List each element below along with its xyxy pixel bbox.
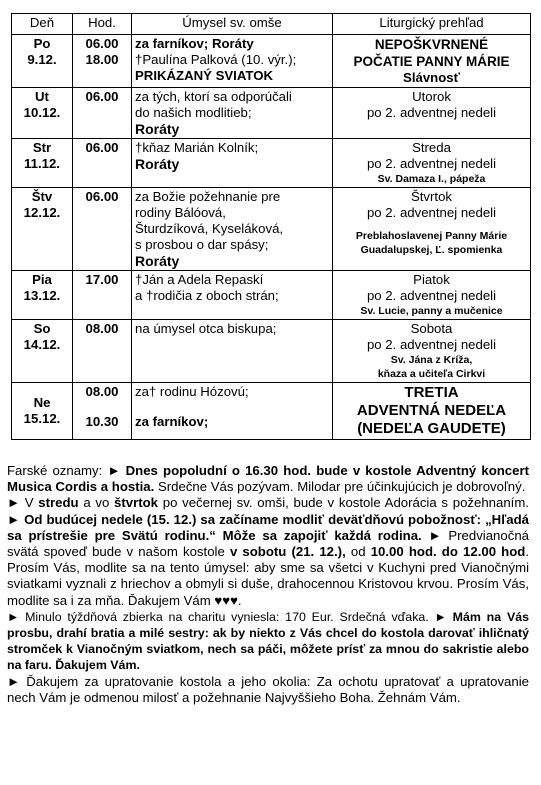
arrow-icon: ►	[107, 463, 121, 478]
liturgy-cell	[333, 271, 531, 320]
arrow-icon: ►	[7, 609, 20, 624]
announcement-bold: štvrtok	[114, 495, 159, 511]
announcement-lead: Farské oznamy:	[7, 463, 108, 478]
mass-hour: 06.00	[85, 189, 119, 204]
liturgy-line: Sv. Jána z Kríža,	[390, 354, 473, 366]
intention-line: a †rodičia z oboch strán;	[135, 288, 279, 303]
hour-cell	[73, 139, 132, 188]
announcement-text: po večernej sv. omši, bude v kostole Adorácia s požehnaním.	[158, 495, 529, 511]
intention-line: rodiny Bálóová,	[135, 205, 226, 220]
liturgy-line: po 2. adventnej nedeli	[366, 337, 497, 352]
day-date: 11.12.	[24, 156, 60, 171]
mass-schedule-table	[11, 13, 531, 440]
table-row	[12, 188, 531, 271]
announcement-text: Srdečne Vás pozývam. Milodar pre účinkujúcich je dobrovoľný.	[154, 479, 526, 495]
announcement-bold: stredu	[38, 495, 79, 511]
liturgy-line: NEPOŠKVRNENÉ	[374, 37, 489, 52]
day-cell	[12, 88, 73, 139]
mass-hour: 06.00	[85, 36, 119, 51]
day-name: So	[33, 321, 51, 336]
liturgy-line: Slávnosť	[403, 70, 460, 85]
intention-line: na úmysel otca biskupa;	[135, 321, 277, 336]
table-row	[12, 271, 531, 320]
intention-cell	[132, 35, 333, 88]
announcement-text: Minulo týždňová zbierka na charitu vyniesla: 170 Eur. Srdečná vďaka.	[19, 609, 435, 624]
liturgy-line: po 2. adventnej nedeli	[366, 156, 497, 171]
announcement-text: Predvianočná svätá spoveď bude v našom kostole	[7, 527, 529, 560]
announcement-paragraph	[7, 463, 529, 495]
day-cell	[12, 188, 73, 271]
hour-cell	[73, 88, 132, 139]
announcement-paragraph	[7, 495, 529, 608]
announcement-text: . Prosím Vás, modlite sa na tento úmysel: aby sme sa všetci v Kuchyni pred Vianočnými sviatkami vyznali z hriechov a obmyli si duše, drahocennou Kristovou krvou. Prosím Vás, modlite sa i za mňa. Ďakujem Vám ♥♥♥.	[7, 544, 530, 608]
intention-line: †Ján a Adela Repaskí	[135, 272, 264, 287]
arrow-icon: ►	[7, 511, 21, 527]
intention-line: za farníkov; Roráty	[135, 36, 254, 51]
announcement-bold: v sobotu (21. 12.),	[229, 544, 346, 560]
intention-line: s prosbou o dar spásy;	[135, 237, 269, 252]
day-cell	[12, 320, 73, 383]
liturgy-line: Piatok	[413, 272, 450, 287]
intention-line: za tých, ktorí sa odporúčali	[135, 89, 292, 104]
table-row	[12, 383, 531, 440]
liturgy-cell	[333, 188, 531, 271]
day-date: 9.12.	[27, 52, 57, 67]
day-name: Po	[33, 36, 51, 51]
day-cell	[12, 271, 73, 320]
arrow-icon: ►	[428, 527, 442, 543]
liturgy-line: Sobota	[410, 321, 453, 336]
announcement-bold: Od budúcej nedele (15. 12.) sa začíname modliť deväťdňovú pobožnosť: „Hľadá sa prístrešie pre Svätú rodinu.“ Môže sa zapojiť každá rodina.	[7, 511, 529, 543]
arrow-icon: ►	[434, 609, 447, 624]
announcement-text: Ďakujem za upratovanie kostola a jeho okolia: Za ochotu upratovať a upratovanie nech Vám je odmenou milosť a požehnanie Najvyššieho Boha. Žehnám Vám.	[7, 673, 529, 705]
announcement-text: od	[345, 544, 371, 560]
liturgy-line: Sv. Damaza I., pápeža	[377, 173, 486, 185]
day-date: 12.12.	[23, 205, 61, 220]
hour-cell	[73, 383, 132, 440]
liturgy-line: Utorok	[412, 89, 451, 104]
intention-cell	[132, 271, 333, 320]
day-date: 13.12.	[23, 288, 61, 303]
day-name: Ut	[35, 89, 49, 104]
announcement-bold: Dnes popoludní o 16.30 hod. bude v kostole Adventný koncert Musica Cordis a hostia.	[7, 463, 529, 495]
intention-line: †kňaz Marián Kolník;	[135, 140, 259, 155]
intention-cell	[132, 88, 333, 139]
table-header-row	[12, 14, 531, 35]
liturgy-line: Streda	[412, 140, 451, 155]
day-cell	[12, 383, 73, 440]
intention-line: Šturdzíková, Kyseláková,	[135, 221, 284, 236]
liturgy-line: (NEDEĽA GAUDETE)	[357, 420, 506, 437]
liturgy-line: Sv. Lucie, panny a mučenice	[360, 305, 503, 317]
intention-line: PRIKÁZANÝ SVIATOK	[135, 68, 273, 83]
day-date: 15.12.	[23, 411, 61, 426]
arrow-icon: ►	[7, 673, 21, 689]
header-liturgy: Liturgický prehľad	[333, 14, 531, 35]
intention-line: za farníkov;	[135, 414, 209, 429]
mass-hour: 06.00	[85, 140, 119, 155]
intention-line: Roráty	[135, 156, 180, 172]
liturgy-cell	[333, 88, 531, 139]
mass-hour: 17.00	[85, 272, 119, 287]
header-day: Deň	[12, 14, 73, 35]
liturgy-line: Štvrtok	[410, 189, 453, 204]
mass-hour: 18.00	[85, 52, 119, 67]
liturgy-line: POČATIE PANNY MÁRIE	[353, 54, 510, 69]
hour-cell	[73, 188, 132, 271]
day-cell	[12, 35, 73, 88]
intention-line: †Paulína Palková (10. výr.);	[135, 52, 297, 67]
announcement-bold: Mám na Vás prosbu, drahí bratia a milé sestry: ak by niekto z Vás chcel do kostola darovať ihličnatý stromček k Vianočným sviatkom, nech sa páči, môžete prísť za mnou do sakristie alebo na faru. Ďakujem Vám.	[7, 609, 529, 673]
announcement-paragraph	[7, 609, 529, 674]
announcement-paragraph	[7, 674, 529, 706]
liturgy-cell	[333, 383, 531, 440]
announcement-bold: 10.00 hod. do 12.00 hod	[370, 544, 526, 560]
intention-cell	[132, 188, 333, 271]
liturgy-line: kňaza a učiteľa Cirkvi	[377, 368, 486, 380]
intention-line: Roráty	[135, 121, 180, 137]
arrow-icon: ►	[7, 495, 21, 511]
mass-hour: 06.00	[85, 89, 119, 104]
liturgy-cell	[333, 139, 531, 188]
liturgy-cell	[333, 35, 531, 88]
intention-cell	[132, 139, 333, 188]
header-hour: Hod.	[73, 14, 132, 35]
mass-hour: 08.00	[85, 321, 119, 336]
table-row	[12, 320, 531, 383]
intention-line: za Božie požehnanie pre	[135, 189, 281, 204]
header-intention: Úmysel sv. omše	[132, 14, 333, 35]
liturgy-line: po 2. adventnej nedeli	[366, 288, 497, 303]
liturgy-line: po 2. adventnej nedeli	[366, 105, 497, 120]
announcement-text	[422, 528, 429, 543]
table-row	[12, 35, 531, 88]
intention-line: Roráty	[135, 253, 180, 269]
hour-cell	[73, 35, 132, 88]
liturgy-line: Preblahoslavenej Panny Márie	[355, 230, 508, 242]
intention-cell	[132, 320, 333, 383]
liturgy-cell	[333, 320, 531, 383]
announcements	[7, 463, 529, 706]
table-row	[12, 88, 531, 139]
intention-line: za† rodinu Hózovú;	[135, 384, 249, 399]
day-cell	[12, 139, 73, 188]
day-name: Pia	[32, 272, 52, 287]
table-row	[12, 139, 531, 188]
liturgy-line: TRETIA	[404, 384, 459, 401]
day-name: Štv	[31, 189, 53, 204]
day-date: 10.12.	[23, 105, 61, 120]
day-date: 14.12.	[23, 337, 61, 352]
mass-hour: 10.30	[85, 414, 119, 429]
announcement-text: V	[20, 495, 39, 511]
hour-cell	[73, 271, 132, 320]
intention-cell	[132, 383, 333, 440]
liturgy-line: Guadalupskej, Ľ. spomienka	[360, 244, 503, 256]
day-name: Ne	[33, 395, 51, 410]
liturgy-line: ADVENTNÁ NEDEĽA	[356, 402, 507, 419]
intention-line: do našich modlitieb;	[135, 105, 252, 120]
hour-cell	[73, 320, 132, 383]
announcement-text: a vo	[78, 495, 115, 511]
day-name: Str	[32, 140, 52, 155]
mass-hour: 08.00	[85, 384, 119, 399]
liturgy-line: po 2. adventnej nedeli	[366, 205, 497, 220]
